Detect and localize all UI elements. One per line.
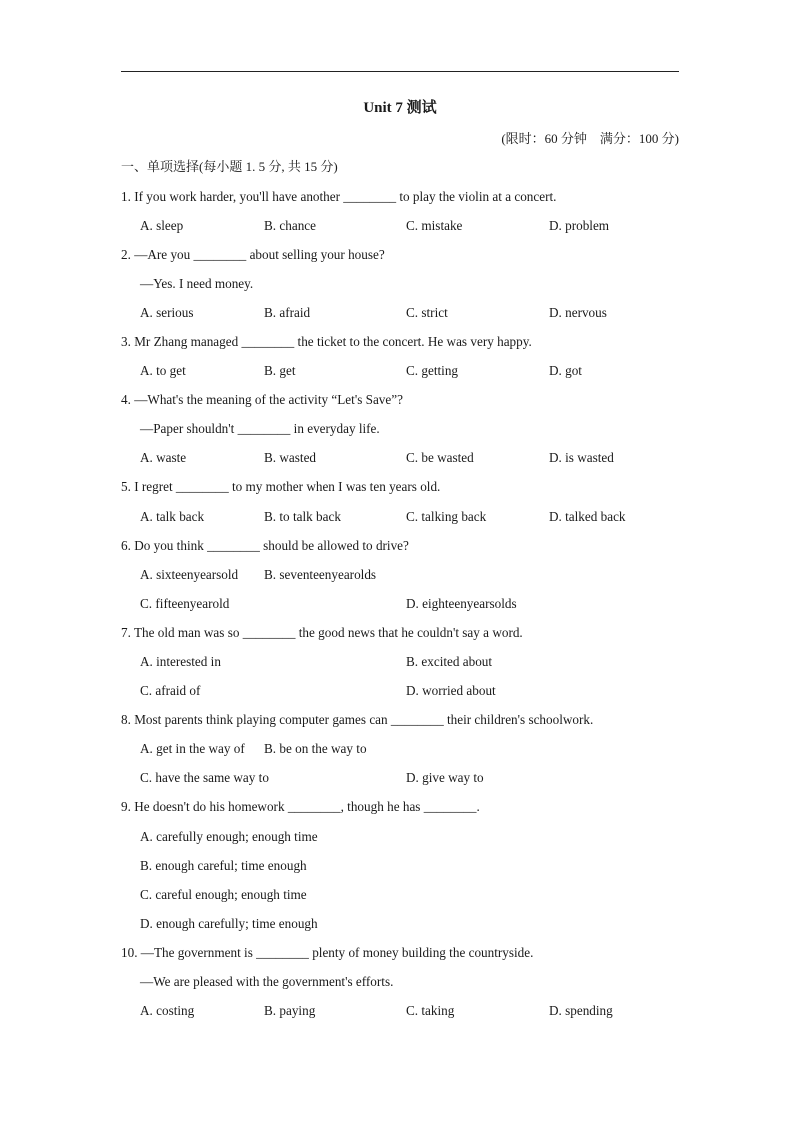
option-d: D. give way to <box>406 770 484 785</box>
option-a: A. costing <box>140 1003 195 1018</box>
question-6-stem: 6. Do you think ________ should be allowed to drive? <box>121 538 409 553</box>
option-a: A. sleep <box>140 218 184 233</box>
top-rule <box>121 71 679 72</box>
option-a: A. get in the way of <box>140 741 245 756</box>
option-d: D. nervous <box>549 305 607 320</box>
question-10-reply: —We are pleased with the government's efforts. <box>140 974 394 989</box>
option-c: C. be wasted <box>406 450 474 465</box>
question-2-reply: —Yes. I need money. <box>140 276 254 291</box>
option-d: D. spending <box>549 1003 613 1018</box>
option-a: A. waste <box>140 450 187 465</box>
option-a: A. interested in <box>140 654 221 669</box>
question-3-stem: 3. Mr Zhang managed ________ the ticket to the concert. He was very happy. <box>121 334 532 349</box>
question-7-stem: 7. The old man was so ________ the good news that he couldn't say a word. <box>121 625 523 640</box>
option-b: B. seventeenyearolds <box>264 567 377 582</box>
option-c: C. getting <box>406 363 459 378</box>
option-b: B. paying <box>264 1003 316 1018</box>
option-c: C. afraid of <box>140 683 201 698</box>
section-heading: 一、单项选择(每小题 1. 5 分, 共 15 分) <box>121 159 338 174</box>
question-8-stem: 8. Most parents think playing computer games can ________ their children's schoolwork. <box>121 712 594 727</box>
option-d: D. got <box>549 363 582 378</box>
option-b: B. get <box>264 363 296 378</box>
option-a: A. talk back <box>140 509 205 524</box>
option-b: B. afraid <box>264 305 311 320</box>
option-a: A. sixteenyearsold <box>140 567 239 582</box>
option-a: A. serious <box>140 305 194 320</box>
option-c: C. taking <box>406 1003 455 1018</box>
option-d: D. worried about <box>406 683 496 698</box>
question-4-reply: —Paper shouldn't ________ in everyday life. <box>140 421 380 436</box>
option-b: B. be on the way to <box>264 741 367 756</box>
option-d: D. is wasted <box>549 450 614 465</box>
question-10-stem: 10. —The government is ________ plenty of money building the countryside. <box>121 945 534 960</box>
option-d: D. talked back <box>549 509 626 524</box>
question-2-stem: 2. —Are you ________ about selling your house? <box>121 247 385 262</box>
option-b: B. excited about <box>406 654 493 669</box>
option-a: A. to get <box>140 363 186 378</box>
page-title: Unit 7 测试 <box>363 100 437 116</box>
option-c: C. talking back <box>406 509 487 524</box>
option-c: C. have the same way to <box>140 770 269 785</box>
question-5-stem: 5. I regret ________ to my mother when I was ten years old. <box>121 479 441 494</box>
question-4-stem: 4. —What's the meaning of the activity “Let's Save”? <box>121 392 403 407</box>
option-b: B. enough careful; time enough <box>140 858 307 873</box>
time-score-limits: (限时：60 分钟 满分：100 分) <box>501 131 679 146</box>
option-c: C. careful enough; enough time <box>140 887 307 902</box>
option-d: D. enough carefully; time enough <box>140 916 318 931</box>
option-d: D. eighteenyearsolds <box>406 596 517 611</box>
option-a: A. carefully enough; enough time <box>140 829 318 844</box>
option-c: C. fifteenyearold <box>140 596 230 611</box>
option-c: C. strict <box>406 305 448 320</box>
option-c: C. mistake <box>406 218 463 233</box>
option-d: D. problem <box>549 218 610 233</box>
option-b: B. to talk back <box>264 509 341 524</box>
option-b: B. chance <box>264 218 316 233</box>
question-1-stem: 1. If you work harder, you'll have another ________ to play the violin at a concert. <box>121 189 557 204</box>
option-b: B. wasted <box>264 450 317 465</box>
question-9-stem: 9. He doesn't do his homework ________, though he has ________. <box>121 799 480 814</box>
